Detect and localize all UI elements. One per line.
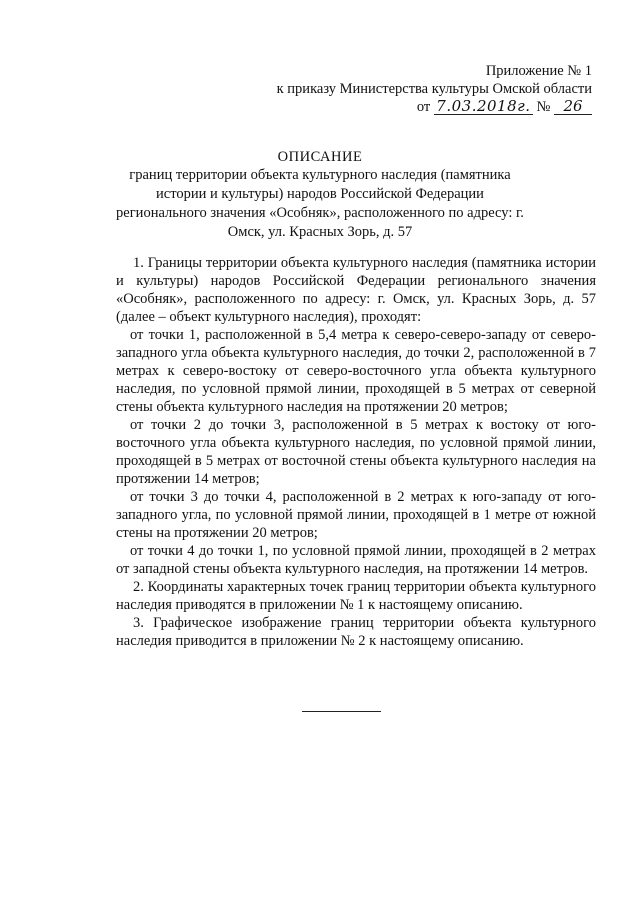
- date-prefix: от: [416, 99, 431, 115]
- paragraph-3: 3. Графическое изображение границ территории объекта культурного наследия приводится в приложении № 2 к настоящему описанию.: [116, 615, 596, 649]
- number-prefix: №: [536, 99, 551, 115]
- paragraph-1: 1. Границы территории объекта культурного наследия (памятника истории и культуры) народов Российской Федерации регионального значения «Особняк», расположенного по адресу: г. Омск, ул. Красных Зорь, д. 57 (далее – объект культурного наследия), проходят:: [116, 255, 596, 325]
- document-subtitle: [0, 166, 640, 242]
- order-reference: к приказу Министерства культуры Омской области: [276, 81, 592, 97]
- paragraph-2: 2. Координаты характерных точек границ территории объекта культурного наследия приводятся в приложении № 1 к настоящему описанию.: [116, 579, 596, 613]
- subtitle-text: границ территории объекта культурного наследия (памятника истории и культуры) народов Российской Федерации регионального значения «Особняк», расположенного по адресу: г. Омск, ул. Красных Зорь, д. 57: [116, 167, 524, 240]
- document-title: ОПИСАНИЕ: [277, 149, 363, 165]
- end-separator-line: [302, 711, 381, 712]
- document-body: [116, 254, 596, 650]
- handwritten-date: 7.03.2018г.: [434, 99, 533, 115]
- appendix-label: Приложение № 1: [485, 63, 592, 79]
- paragraph-segment-2: от точки 2 до точки 3, расположенной в 5 метрах к востоку от юго-восточного угла объекта культурного наследия, по условной прямой линии, проходящей в 5 метрах от восточной стены объекта культурного наследия на протяжении 14 метров;: [116, 417, 596, 487]
- paragraph-segment-3: от точки 3 до точки 4, расположенной в 2 метрах к юго-западу от юго-западного угла, по условной прямой линии, проходящей в 1 метре от южной стены на протяжении 20 метров;: [116, 489, 596, 541]
- paragraph-segment-4: от точки 4 до точки 1, по условной прямой линии, проходящей в 2 метрах от западной стены объекта культурного наследия, на протяжении 14 метров.: [116, 543, 596, 577]
- handwritten-number: 26: [554, 99, 592, 115]
- order-date-number-line: [417, 98, 592, 116]
- paragraph-segment-1: от точки 1, расположенной в 5,4 метра к северо-северо-западу от северо-западного угла объекта культурного наследия, до точки 2, расположенной в 7 метрах к северо-востоку от северо-восточного угла объекта культурного наследия, по условной прямой линии, проходящей в 5 метрах от северной стены объекта культурного наследия на протяжении 20 метров;: [116, 327, 596, 415]
